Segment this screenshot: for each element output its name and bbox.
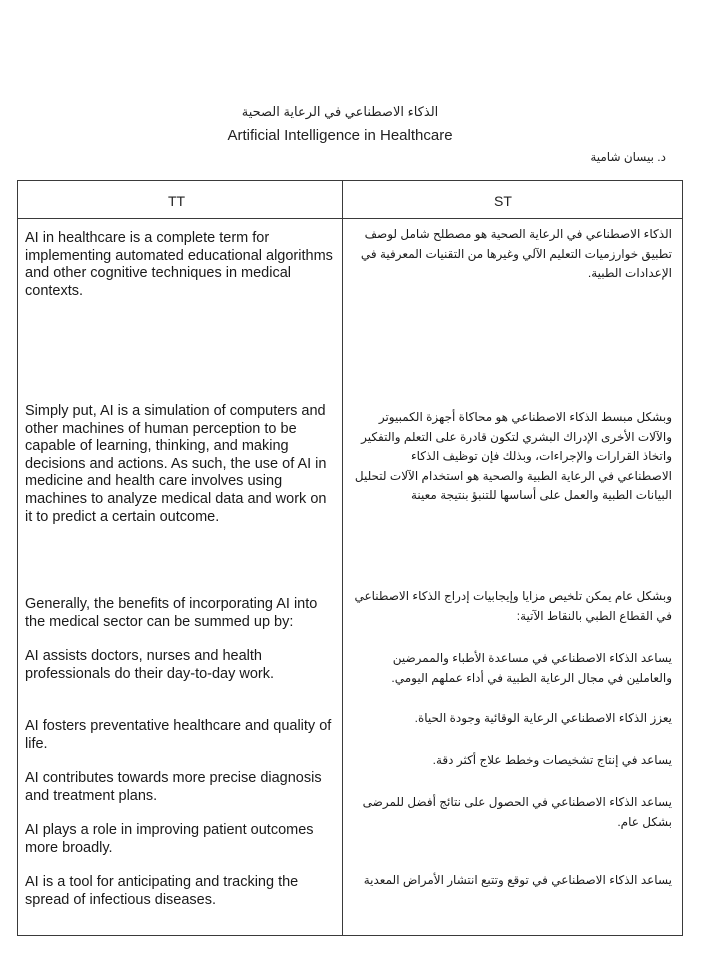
- tt-cell-5: AI fosters preventative healthcare and quality of life.: [25, 718, 332, 752]
- column-divider: [342, 181, 343, 935]
- title-english: Artificial Intelligence in Healthcare: [227, 127, 453, 144]
- tt-cell-8: AI is a tool for anticipating and tracking the spread of infectious diseases.: [25, 874, 299, 908]
- st-cell-5: يعزز الذكاء الاصطناعي الرعاية الوقائية وجودة الحياة.: [414, 711, 672, 725]
- header-divider: [18, 218, 682, 219]
- tt-cell-7: AI plays a role in improving patient outcomes more broadly.: [25, 822, 314, 856]
- column-header-tt: TT: [168, 193, 186, 209]
- author-name: د. بيسان شامية: [590, 150, 666, 164]
- st-cell-2: وبشكل مبسط الذكاء الاصطناعي هو محاكاة أجهزة الكمبيوتر والآلات الأخرى الإدراك البشري لتكون قادرة على التعلم والتفكير واتخاذ القرارات والإجراءات، وبذلك فإن توظيف الذكاء الاصطناعي في الرعاية الطبية والصحية هو استخدام الآلات لتحليل البيانات الطبية والعمل على أساسها للتنبؤ بنتيجة معينة: [354, 410, 672, 502]
- st-cell-1: الذكاء الاصطناعي في الرعاية الصحية هو مصطلح شامل لوصف تطبيق خوارزميات التعليم الآلي وغيرها من التقنيات المعرفية في الإعدادات الطبية.: [360, 227, 672, 280]
- st-cell-4: يساعد الذكاء الاصطناعي في مساعدة الأطباء والممرضين والعاملين في مجال الرعاية الطبية في أداء عملهم اليومي.: [391, 651, 672, 685]
- translation-table: [17, 180, 683, 936]
- tt-cell-1: AI in healthcare is a complete term for implementing automated educational algorithms and other cognitive techniques in medical contexts.: [25, 230, 333, 299]
- tt-cell-4: AI assists doctors, nurses and health professionals do their day-to-day work.: [25, 648, 275, 682]
- st-cell-6: يساعد في إنتاج تشخيصات وخطط علاج أكثر دقة.: [432, 753, 672, 767]
- tt-cell-3: Generally, the benefits of incorporating AI into the medical sector can be summed up by:: [25, 596, 318, 630]
- st-cell-8: يساعد الذكاء الاصطناعي في توقع وتتبع انتشار الأمراض المعدية: [363, 873, 672, 887]
- st-cell-3: وبشكل عام يمكن تلخيص مزايا وإيجابيات إدراج الذكاء الاصطناعي في القطاع الطبي بالنقاط الآتية:: [354, 589, 672, 623]
- tt-cell-2: Simply put, AI is a simulation of computers and other machines of human perception to be capable of learning, thinking, and making decisions and actions. As such, the use of AI in medicine and health care involves using machines to analyze medical data and work on it to predict a certain outcome.: [25, 403, 327, 525]
- title-arabic: الذكاء الاصطناعي في الرعاية الصحية: [241, 104, 439, 119]
- column-header-st: ST: [494, 193, 512, 209]
- st-cell-7: يساعد الذكاء الاصطناعي في الحصول على نتائج أفضل للمرضى بشكل عام.: [362, 795, 672, 829]
- tt-cell-6: AI contributes towards more precise diagnosis and treatment plans.: [25, 770, 322, 804]
